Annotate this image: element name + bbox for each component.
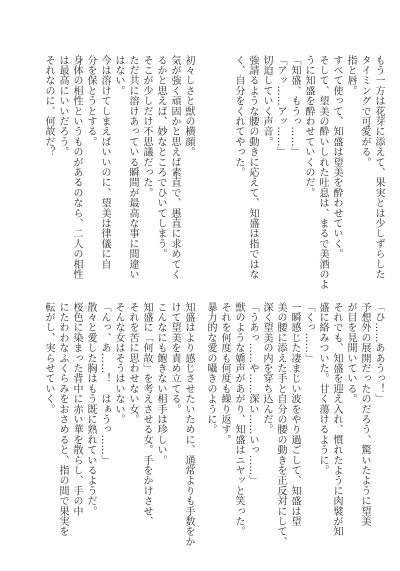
text-line: 気が強く頑固かと思えば素直で、愚直に求めてく: [169, 55, 180, 280]
text-line: ただ共に溶けあっている瞬間が最高な事に間違い: [127, 55, 138, 280]
text-line: 初々しさと獣の横顔。: [183, 55, 194, 157]
text-line: 散々と愛した胸はもう既に熟れているようだ。: [85, 302, 96, 517]
text-line: 知盛はより感じさせたいために、通常よりも手数をか: [183, 302, 194, 547]
text-line: 深く望美の内を穿ち込んだ。: [261, 302, 272, 435]
text-line: 身体の相性というものがあるのなら、二人の相性: [71, 55, 82, 280]
text-line: 強請るような腰の動きに応えて、知盛は指ではな: [247, 55, 258, 280]
text-line: こんなにも飽きない相手は珍しい。: [155, 302, 166, 466]
text-line: 「くっ……」: [303, 302, 314, 364]
text-line: 桜色に染まった背中に赤い華を散らし、手の中: [71, 302, 82, 517]
text-line: タイミングで可愛がる。: [359, 55, 370, 168]
text-line: にたわわなふくらみをおさめると、指の間で果実を: [57, 302, 68, 537]
text-line: それを何度も何度も繰り返す。: [219, 302, 230, 445]
text-line: そこが少しだけ不思議だった。: [141, 55, 152, 198]
text-line: 獣のような嬌声があがり、知盛はニヤッと笑った。: [233, 302, 244, 537]
text-line: けて望美を責め立てる。: [169, 302, 180, 415]
text-block-upper-right: [200, 55, 385, 295]
text-block-lower-right: [200, 302, 385, 552]
text-line: 切迫していく声音。: [261, 55, 272, 147]
text-line: 今は溶けてしまえばいいのに、望美は律儀に自: [99, 55, 110, 270]
text-line: はない。: [113, 55, 124, 96]
text-line: そんな女はそうはいない。: [113, 302, 124, 425]
text-line: 「ひ……ああうっ！」: [373, 302, 384, 404]
text-line: うに知盛を酔わせていくのだ。: [303, 55, 314, 198]
text-line: 「んっ、あ……！ はぁうっ……」: [99, 302, 110, 466]
text-line: 「アッ……アッ……」: [275, 55, 286, 157]
text-line: 指と唇。: [345, 55, 356, 96]
text-line: もう一方は花芽に添えて、果実とは少しずらした: [373, 55, 384, 280]
text-line: 美の腰に添えた手と自分の腰の動きを正反対にして、: [275, 302, 286, 547]
text-line: 予想外の展開だったのだろう、驚いたように望美: [359, 302, 370, 527]
text-line: そして、望美の酔いしれた吐息は、まるで美酒のよ: [317, 55, 328, 290]
text-line: 転がし、実らせていく。: [43, 302, 54, 415]
text-line: 盛に絡みついた。甘く蕩けるように。: [317, 302, 328, 476]
text-line: 分を保とうとする。: [85, 55, 96, 147]
text-line: 一瞬感じた凄まじい波をやり過ごして、知盛は望: [289, 302, 300, 527]
text-line: 知盛に「何故」を考えさせる女。手をかけさせ、: [141, 302, 152, 527]
text-line: は最高にいいだろう。: [57, 55, 68, 157]
text-line: それを苦に思わせない女。: [127, 302, 138, 425]
text-line: く、自分をくれてやった。: [233, 55, 244, 178]
text-line: それでも、知盛を迎え入れ、慣れたように肉襞が知: [331, 302, 342, 537]
text-line: 「知盛、もうっ……」: [289, 55, 300, 157]
text-line: 暴力的な愛の囁きのように。: [205, 302, 216, 435]
text-block-upper-left: [12, 55, 195, 295]
text-line: 「うあっ……や……深い……いっ……」: [247, 302, 258, 486]
text-line: それなのに、何故だ？: [43, 55, 54, 157]
text-line: るかと思えば、妙なところでひいてしまう。: [155, 55, 166, 259]
text-line: が目を見開いている。: [345, 302, 356, 404]
text-line: すべて使って、知盛は望美を酔わせていく。: [331, 55, 342, 259]
text-block-lower-left: [12, 302, 195, 552]
